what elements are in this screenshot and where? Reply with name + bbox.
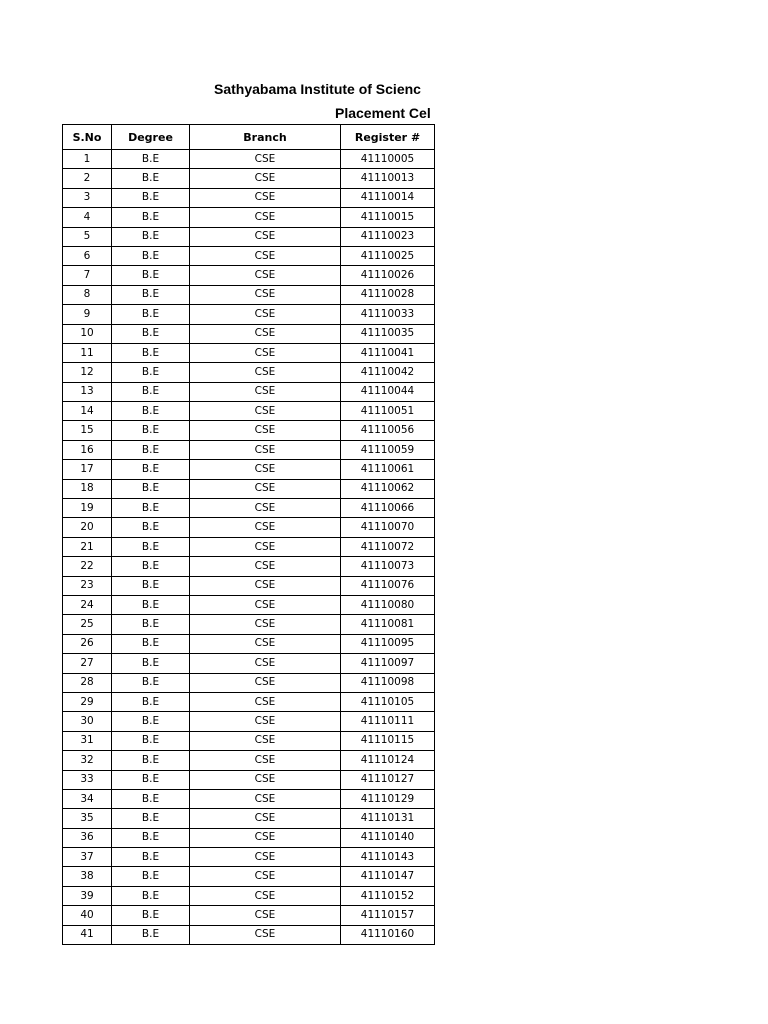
cell-branch: CSE	[190, 227, 341, 246]
cell-sno: 12	[63, 363, 112, 382]
cell-degree: B.E	[112, 654, 190, 673]
cell-sno: 18	[63, 479, 112, 498]
table-row	[63, 537, 435, 556]
cell-sno: 36	[63, 828, 112, 847]
cell-sno: 32	[63, 751, 112, 770]
cell-sno: 28	[63, 673, 112, 692]
cell-branch: CSE	[190, 537, 341, 556]
cell-sno: 10	[63, 324, 112, 343]
cell-degree: B.E	[112, 421, 190, 440]
table-row	[63, 925, 435, 944]
table-row	[63, 499, 435, 518]
cell-degree: B.E	[112, 343, 190, 362]
table-row	[63, 789, 435, 808]
cell-sno: 7	[63, 266, 112, 285]
table-row	[63, 673, 435, 692]
page-subtitle: Placement Cel	[335, 105, 431, 121]
cell-degree: B.E	[112, 518, 190, 537]
cell-degree: B.E	[112, 557, 190, 576]
cell-branch: CSE	[190, 150, 341, 169]
cell-degree: B.E	[112, 479, 190, 498]
cell-branch: CSE	[190, 673, 341, 692]
cell-sno: 41	[63, 925, 112, 944]
cell-register: 41110059	[341, 440, 435, 459]
cell-branch: CSE	[190, 867, 341, 886]
cell-degree: B.E	[112, 246, 190, 265]
cell-register: 41110097	[341, 654, 435, 673]
table-row	[63, 479, 435, 498]
cell-register: 41110095	[341, 634, 435, 653]
cell-branch: CSE	[190, 634, 341, 653]
cell-register: 41110143	[341, 848, 435, 867]
cell-register: 41110124	[341, 751, 435, 770]
cell-branch: CSE	[190, 188, 341, 207]
cell-degree: B.E	[112, 906, 190, 925]
table-row	[63, 692, 435, 711]
table-row	[63, 712, 435, 731]
cell-branch: CSE	[190, 518, 341, 537]
table-row	[63, 731, 435, 750]
table-row	[63, 246, 435, 265]
cell-degree: B.E	[112, 188, 190, 207]
cell-branch: CSE	[190, 305, 341, 324]
column-header-degree: Degree	[112, 125, 190, 150]
cell-branch: CSE	[190, 421, 341, 440]
cell-register: 41110115	[341, 731, 435, 750]
cell-sno: 23	[63, 576, 112, 595]
table-row	[63, 363, 435, 382]
cell-sno: 26	[63, 634, 112, 653]
cell-register: 41110076	[341, 576, 435, 595]
table-row	[63, 382, 435, 401]
cell-branch: CSE	[190, 363, 341, 382]
page-title: Sathyabama Institute of Scienc	[214, 81, 421, 97]
cell-register: 41110081	[341, 615, 435, 634]
cell-degree: B.E	[112, 712, 190, 731]
cell-degree: B.E	[112, 828, 190, 847]
cell-branch: CSE	[190, 789, 341, 808]
cell-sno: 29	[63, 692, 112, 711]
cell-degree: B.E	[112, 576, 190, 595]
cell-degree: B.E	[112, 595, 190, 614]
cell-branch: CSE	[190, 169, 341, 188]
table-row	[63, 150, 435, 169]
cell-branch: CSE	[190, 595, 341, 614]
cell-register: 41110028	[341, 285, 435, 304]
cell-branch: CSE	[190, 692, 341, 711]
table-row	[63, 634, 435, 653]
cell-sno: 27	[63, 654, 112, 673]
table-row	[63, 557, 435, 576]
cell-branch: CSE	[190, 557, 341, 576]
cell-register: 41110080	[341, 595, 435, 614]
table-row	[63, 595, 435, 614]
cell-degree: B.E	[112, 266, 190, 285]
cell-degree: B.E	[112, 615, 190, 634]
cell-branch: CSE	[190, 925, 341, 944]
cell-degree: B.E	[112, 634, 190, 653]
cell-sno: 33	[63, 770, 112, 789]
table-body	[63, 150, 435, 945]
table-row	[63, 402, 435, 421]
cell-degree: B.E	[112, 382, 190, 401]
cell-degree: B.E	[112, 460, 190, 479]
cell-register: 41110127	[341, 770, 435, 789]
cell-sno: 31	[63, 731, 112, 750]
cell-register: 41110105	[341, 692, 435, 711]
table-row	[63, 770, 435, 789]
cell-register: 41110015	[341, 208, 435, 227]
cell-branch: CSE	[190, 324, 341, 343]
table-row	[63, 343, 435, 362]
table-row	[63, 208, 435, 227]
cell-register: 41110066	[341, 499, 435, 518]
cell-branch: CSE	[190, 266, 341, 285]
table-row	[63, 576, 435, 595]
cell-register: 41110072	[341, 537, 435, 556]
cell-register: 41110152	[341, 886, 435, 905]
cell-register: 41110005	[341, 150, 435, 169]
table-header-row	[63, 125, 435, 150]
cell-sno: 24	[63, 595, 112, 614]
cell-register: 41110041	[341, 343, 435, 362]
cell-degree: B.E	[112, 305, 190, 324]
cell-degree: B.E	[112, 363, 190, 382]
cell-branch: CSE	[190, 906, 341, 925]
cell-sno: 2	[63, 169, 112, 188]
cell-branch: CSE	[190, 615, 341, 634]
cell-sno: 20	[63, 518, 112, 537]
cell-branch: CSE	[190, 208, 341, 227]
table-row	[63, 867, 435, 886]
cell-degree: B.E	[112, 208, 190, 227]
cell-branch: CSE	[190, 246, 341, 265]
cell-degree: B.E	[112, 324, 190, 343]
cell-register: 41110131	[341, 809, 435, 828]
cell-degree: B.E	[112, 886, 190, 905]
cell-register: 41110111	[341, 712, 435, 731]
cell-branch: CSE	[190, 460, 341, 479]
table-row	[63, 809, 435, 828]
cell-degree: B.E	[112, 925, 190, 944]
table-row	[63, 848, 435, 867]
cell-register: 41110157	[341, 906, 435, 925]
table-row	[63, 751, 435, 770]
table-row	[63, 886, 435, 905]
cell-branch: CSE	[190, 712, 341, 731]
cell-degree: B.E	[112, 402, 190, 421]
table-row	[63, 906, 435, 925]
cell-sno: 35	[63, 809, 112, 828]
cell-branch: CSE	[190, 886, 341, 905]
table-row	[63, 828, 435, 847]
cell-branch: CSE	[190, 479, 341, 498]
cell-degree: B.E	[112, 731, 190, 750]
cell-register: 41110160	[341, 925, 435, 944]
cell-branch: CSE	[190, 848, 341, 867]
cell-register: 41110014	[341, 188, 435, 207]
cell-branch: CSE	[190, 285, 341, 304]
cell-register: 41110140	[341, 828, 435, 847]
cell-degree: B.E	[112, 770, 190, 789]
table-row	[63, 169, 435, 188]
cell-branch: CSE	[190, 576, 341, 595]
cell-sno: 6	[63, 246, 112, 265]
cell-register: 41110061	[341, 460, 435, 479]
cell-register: 41110026	[341, 266, 435, 285]
cell-degree: B.E	[112, 673, 190, 692]
cell-branch: CSE	[190, 654, 341, 673]
cell-sno: 3	[63, 188, 112, 207]
cell-degree: B.E	[112, 692, 190, 711]
table-row	[63, 188, 435, 207]
cell-degree: B.E	[112, 867, 190, 886]
cell-sno: 17	[63, 460, 112, 479]
cell-sno: 37	[63, 848, 112, 867]
cell-sno: 8	[63, 285, 112, 304]
cell-sno: 21	[63, 537, 112, 556]
cell-sno: 1	[63, 150, 112, 169]
table-row	[63, 227, 435, 246]
cell-branch: CSE	[190, 828, 341, 847]
table-row	[63, 305, 435, 324]
cell-branch: CSE	[190, 731, 341, 750]
cell-degree: B.E	[112, 440, 190, 459]
cell-degree: B.E	[112, 169, 190, 188]
cell-sno: 16	[63, 440, 112, 459]
cell-register: 41110062	[341, 479, 435, 498]
table-row	[63, 421, 435, 440]
cell-sno: 25	[63, 615, 112, 634]
table-row	[63, 266, 435, 285]
column-header-register: Register #	[341, 125, 435, 150]
cell-branch: CSE	[190, 382, 341, 401]
cell-sno: 14	[63, 402, 112, 421]
cell-register: 41110070	[341, 518, 435, 537]
cell-register: 41110013	[341, 169, 435, 188]
cell-register: 41110073	[341, 557, 435, 576]
cell-register: 41110042	[341, 363, 435, 382]
cell-sno: 11	[63, 343, 112, 362]
cell-register: 41110023	[341, 227, 435, 246]
cell-register: 41110147	[341, 867, 435, 886]
cell-sno: 19	[63, 499, 112, 518]
cell-degree: B.E	[112, 499, 190, 518]
cell-sno: 38	[63, 867, 112, 886]
column-header-branch: Branch	[190, 125, 341, 150]
cell-degree: B.E	[112, 537, 190, 556]
cell-sno: 34	[63, 789, 112, 808]
cell-branch: CSE	[190, 751, 341, 770]
cell-branch: CSE	[190, 770, 341, 789]
placement-table	[62, 124, 435, 945]
cell-register: 41110129	[341, 789, 435, 808]
table-row	[63, 440, 435, 459]
cell-register: 41110025	[341, 246, 435, 265]
cell-branch: CSE	[190, 499, 341, 518]
cell-sno: 30	[63, 712, 112, 731]
cell-sno: 40	[63, 906, 112, 925]
cell-sno: 39	[63, 886, 112, 905]
cell-degree: B.E	[112, 150, 190, 169]
table-row	[63, 518, 435, 537]
cell-register: 41110098	[341, 673, 435, 692]
cell-branch: CSE	[190, 402, 341, 421]
cell-degree: B.E	[112, 285, 190, 304]
cell-branch: CSE	[190, 809, 341, 828]
cell-branch: CSE	[190, 440, 341, 459]
cell-sno: 22	[63, 557, 112, 576]
cell-degree: B.E	[112, 789, 190, 808]
table-row	[63, 460, 435, 479]
cell-degree: B.E	[112, 848, 190, 867]
table-row	[63, 324, 435, 343]
cell-branch: CSE	[190, 343, 341, 362]
cell-degree: B.E	[112, 751, 190, 770]
table-row	[63, 654, 435, 673]
cell-register: 41110033	[341, 305, 435, 324]
column-header-sno: S.No	[63, 125, 112, 150]
table-row	[63, 615, 435, 634]
cell-sno: 15	[63, 421, 112, 440]
cell-sno: 5	[63, 227, 112, 246]
cell-sno: 13	[63, 382, 112, 401]
cell-degree: B.E	[112, 809, 190, 828]
cell-degree: B.E	[112, 227, 190, 246]
table-row	[63, 285, 435, 304]
cell-register: 41110051	[341, 402, 435, 421]
cell-register: 41110044	[341, 382, 435, 401]
cell-register: 41110056	[341, 421, 435, 440]
cell-register: 41110035	[341, 324, 435, 343]
cell-sno: 4	[63, 208, 112, 227]
cell-sno: 9	[63, 305, 112, 324]
